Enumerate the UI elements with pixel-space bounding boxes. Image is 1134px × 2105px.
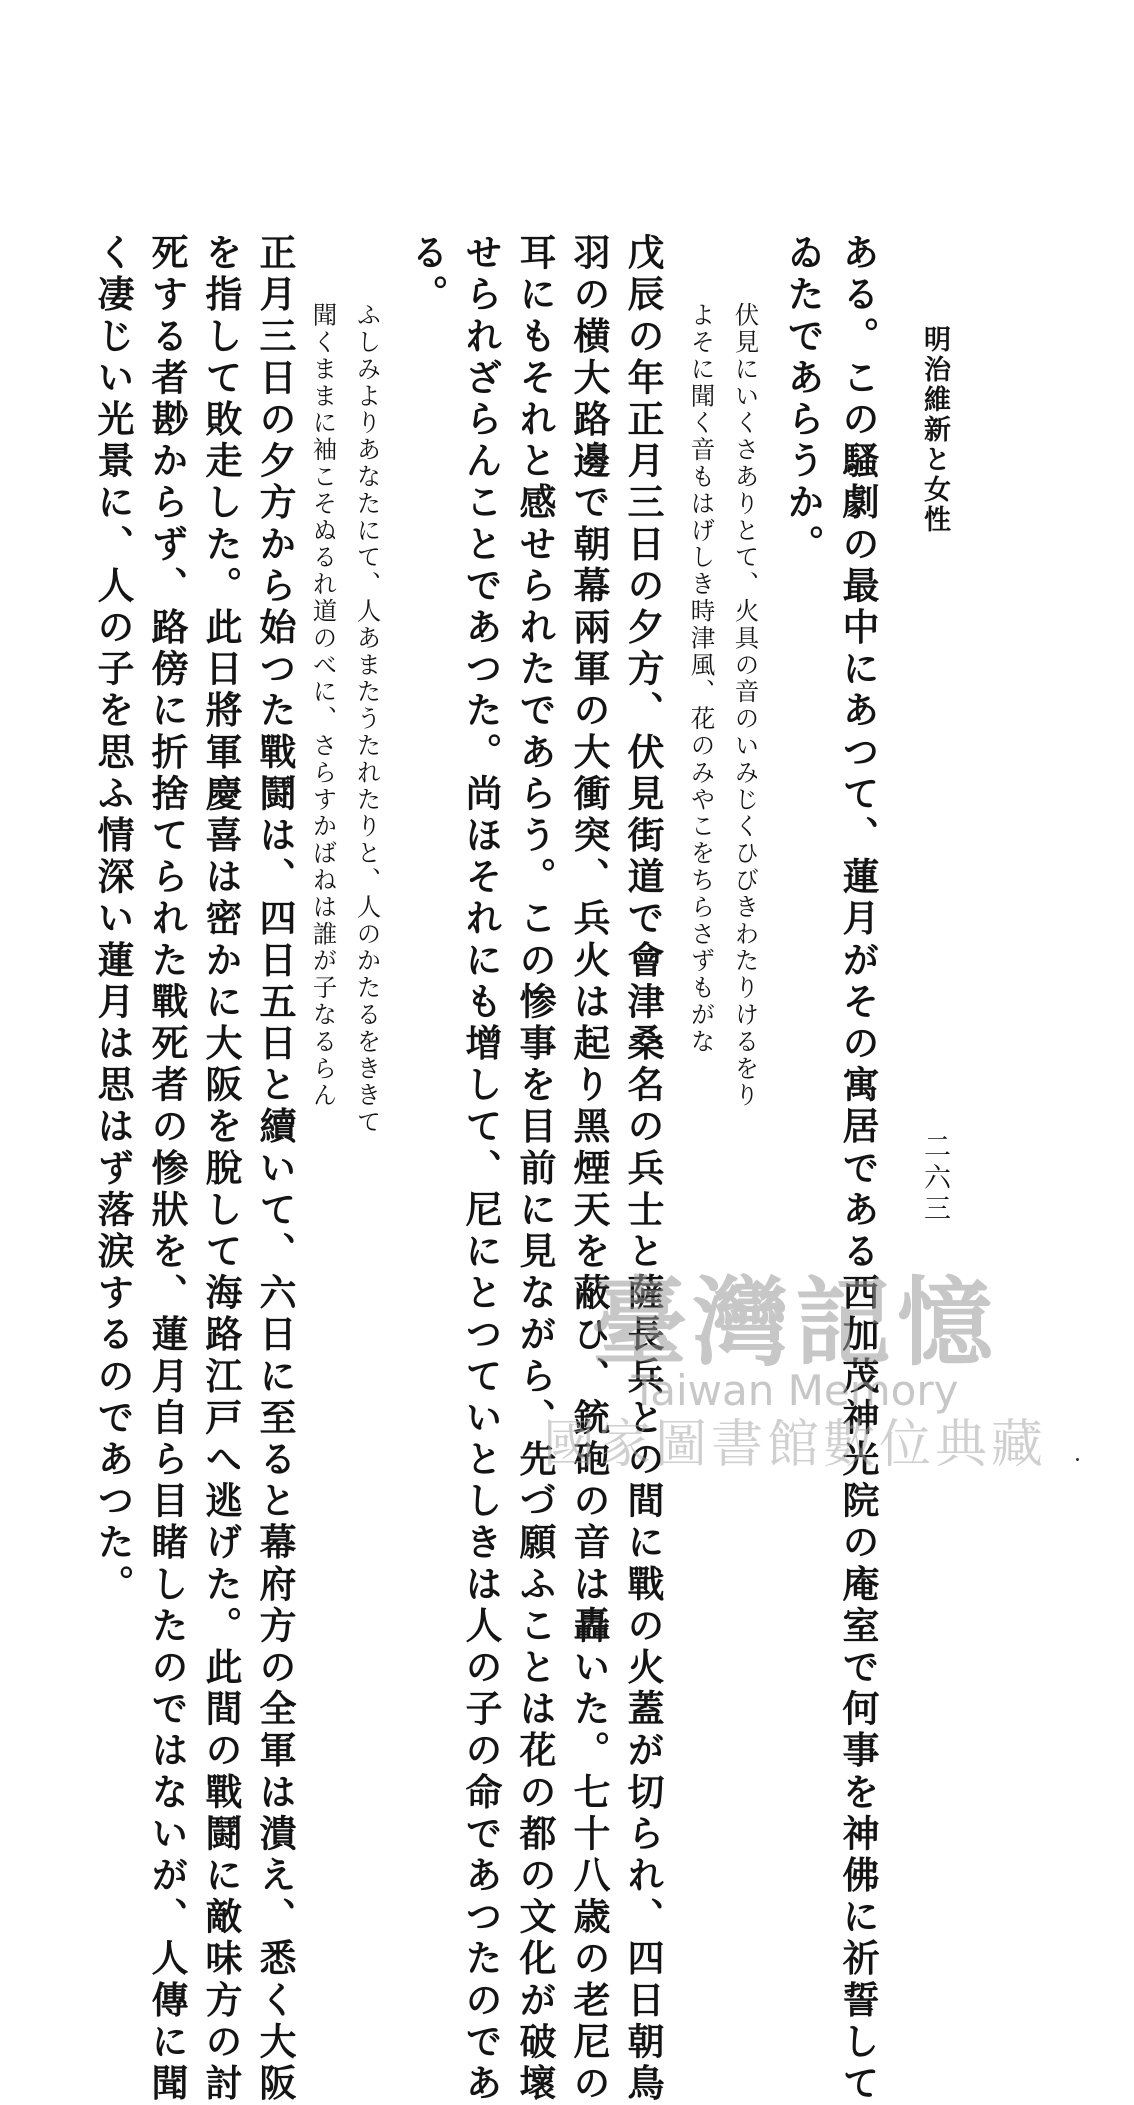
taiwan-memory-logo: 臺灣記憶: [591, 1266, 999, 1379]
paper-speck: [1076, 1458, 1079, 1461]
body-line-2: ゐたであらうか。: [781, 233, 825, 566]
body-line-7: る。: [405, 233, 449, 317]
body-line-5: 耳にもそれと感せられたであらう。この惨事を目前に見ながら、先づ願ふことは花の都の文化が破壞: [513, 233, 557, 2105]
poem-2-preface: ふしみよりあなたにて、人あまたうたれたりと、人のかたるをききて: [353, 302, 383, 1136]
body-line-3: 戊辰の年正月三日の夕方、伏見街道で會津桑名の兵士と薩長兵との間に戰の火蓋が切られ、四日朝鳥: [621, 233, 665, 2105]
body-line-9: を指して敗走した。此日將軍慶喜は密かに大阪を脫して海路江戸へ逃げた。此間の戰鬪に敵味方の討: [199, 233, 243, 2105]
body-line-6: せられざらんことであつた。尚ほそれにも增して、尼にとつていとしきは人の子の命であつたのであ: [459, 233, 503, 2105]
poem-2-verse: 聞くままに袖こそぬるれ道のべに、さらすかばねは誰が子なるらん: [309, 302, 339, 1109]
page-number: 二六三: [919, 1132, 950, 1225]
body-line-4: 羽の横大路邊で朝幕兩軍の大衝突、兵火は起り黑煙天を蔽ひ、銃砲の音は轟いた。七十八歳の老尼の: [567, 233, 611, 2105]
poem-1-verse: よそに聞く音もはげしき時津風、花のみやこをちらさずもがな: [687, 302, 717, 1056]
running-header-title: 明治維新と女性: [919, 325, 950, 535]
body-line-11: く凄じい光景に、人の子を思ふ情深い蓮月は思はず落涙するのであつた。: [91, 233, 135, 1606]
body-line-10: 死する者尠からず、路傍に折捨てられた戰死者の惨狀を、蓮月自ら目睹したのではないが、人傳に聞: [145, 233, 189, 2105]
national-library-digital-collection: 國家圖書館數位典藏: [542, 1414, 1047, 1475]
body-line-8: 正月三日の夕方から始つた戰鬪は、四日五日と續いて、六日に至ると幕府方の全軍は潰え、悉く大阪: [253, 233, 297, 2105]
taiwan-memory-english: Taiwan Memory: [631, 1365, 959, 1415]
poem-1-preface: 伏見にいくさありとて、火具の音のいみじくひびきわたりけるをり: [731, 302, 761, 1109]
body-line-1: ある。この騷劇の最中にあつて、蓮月がその寓居である西加茂神光院の庵室で何事を神佛に祈誓して: [836, 233, 880, 2105]
